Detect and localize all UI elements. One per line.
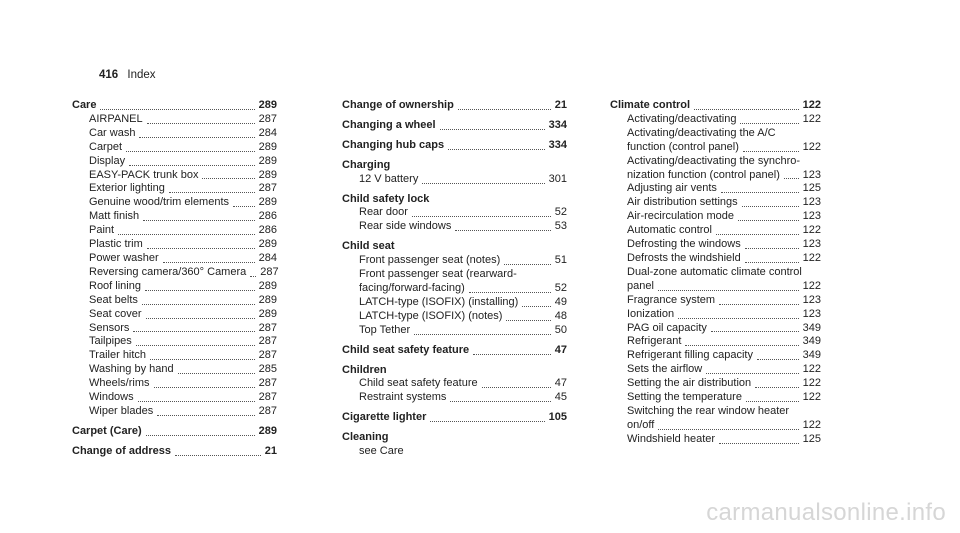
dot-leader <box>458 109 551 110</box>
index-heading: Charging <box>342 158 391 171</box>
dot-leader <box>742 206 799 207</box>
index-entry[interactable] <box>342 411 567 425</box>
page-ref[interactable]: 349 <box>802 349 821 362</box>
dot-leader <box>146 318 255 319</box>
page-ref[interactable]: 287 <box>258 404 277 417</box>
entry-label: Child seat safety feature <box>359 377 478 390</box>
page-ref[interactable]: 287 <box>258 182 277 195</box>
page-ref[interactable]: 122 <box>802 418 821 431</box>
index-continuation: Activating/deactivating the A/C <box>627 126 776 139</box>
entry-label: Fragrance system <box>627 293 716 306</box>
index-entry[interactable] <box>72 445 277 459</box>
entry-label: Exterior lighting <box>89 182 165 195</box>
index-heading: Children <box>342 363 387 376</box>
dot-leader <box>138 401 255 402</box>
page-ref[interactable]: 122 <box>802 279 821 292</box>
entry-label: Seat belts <box>89 293 138 306</box>
index-subentry[interactable] <box>610 308 821 322</box>
entry-label: Seat cover <box>89 307 142 320</box>
page-ref[interactable]: 122 <box>802 363 821 376</box>
index-subentry[interactable] <box>72 155 277 169</box>
index-subentry[interactable] <box>610 322 821 336</box>
page-ref[interactable]: 287 <box>258 391 277 404</box>
dot-leader <box>719 443 799 444</box>
entry-label: Wheels/rims <box>89 377 150 390</box>
entry-label: Carpet (Care) <box>72 424 142 437</box>
page-ref[interactable]: 123 <box>802 196 821 209</box>
page-ref[interactable]: 123 <box>802 293 821 306</box>
entry-label: Change of ownership <box>342 99 454 111</box>
dot-leader <box>757 359 799 360</box>
page-ref[interactable]: 21 <box>554 99 567 111</box>
index-subentry[interactable] <box>72 113 277 127</box>
index-continuation: Dual-zone automatic climate control <box>627 265 802 278</box>
page-ref[interactable]: 287 <box>258 335 277 348</box>
index-subentry[interactable] <box>72 377 277 391</box>
index-subentry[interactable] <box>72 210 277 224</box>
entry-label: LATCH-type (ISOFIX) (installing) <box>359 295 519 308</box>
dot-leader <box>178 373 255 374</box>
index-subentry[interactable] <box>72 266 277 280</box>
dot-leader <box>658 429 798 430</box>
page-ref[interactable]: 287 <box>260 265 279 278</box>
page-ref[interactable]: 289 <box>258 154 277 167</box>
index-subentry[interactable] <box>610 294 821 308</box>
entry-label: Matt finish <box>89 210 140 223</box>
page-ref[interactable]: 349 <box>802 321 821 334</box>
dot-leader <box>745 262 799 263</box>
index-subentry[interactable] <box>72 280 277 294</box>
index-subentry[interactable] <box>72 127 277 141</box>
page-ref[interactable]: 49 <box>554 295 567 308</box>
dot-leader <box>118 234 255 235</box>
dot-leader <box>100 109 254 110</box>
entry-label: Trailer hitch <box>89 349 147 362</box>
page-ref[interactable]: 287 <box>258 377 277 390</box>
dot-leader <box>450 401 550 402</box>
index-subentry[interactable] <box>72 196 277 210</box>
page-ref[interactable]: 289 <box>258 168 277 181</box>
entry-label: function (control panel) <box>627 140 739 153</box>
dot-leader <box>146 435 255 436</box>
entry-label: Defrosting the windows <box>627 238 741 251</box>
index-subentry[interactable] <box>72 391 277 405</box>
index-entry[interactable] <box>342 119 567 133</box>
entry-label: Activating/deactivating <box>627 112 737 125</box>
page-ref[interactable]: 289 <box>258 196 277 209</box>
dot-leader <box>169 192 255 193</box>
index-subentry[interactable] <box>342 282 567 296</box>
dot-leader <box>506 320 550 321</box>
index-subentry[interactable] <box>342 310 567 324</box>
entry-label: Car wash <box>89 126 136 139</box>
dot-leader <box>129 165 255 166</box>
dot-leader <box>414 334 551 335</box>
page-ref[interactable]: 123 <box>802 210 821 223</box>
entry-label: Refrigerant filling capacity <box>627 349 753 362</box>
page-ref[interactable]: 21 <box>264 444 277 457</box>
entry-label: Plastic trim <box>89 238 143 251</box>
dot-leader <box>139 137 254 138</box>
index-subentry[interactable] <box>610 335 821 349</box>
page-ref[interactable]: 48 <box>554 309 567 322</box>
dot-leader <box>685 345 798 346</box>
index-continuation: Switching the rear window heater <box>627 404 790 417</box>
index-column-1 <box>72 99 277 459</box>
dot-leader <box>743 151 799 152</box>
watermark: carmanualsonline.info <box>706 499 946 526</box>
dot-leader <box>150 359 255 360</box>
entry-label: PAG oil capacity <box>627 321 707 334</box>
dot-leader <box>482 387 551 388</box>
index-subentry[interactable] <box>610 433 821 447</box>
index-subentry[interactable] <box>72 141 277 155</box>
index-continuation: Front passenger seat (rearward- <box>359 268 517 281</box>
index-subentry[interactable] <box>342 220 567 234</box>
dot-leader <box>147 123 255 124</box>
index-subentry[interactable] <box>610 391 821 405</box>
index-heading: Child safety lock <box>342 192 430 205</box>
dot-leader <box>469 292 551 293</box>
dot-leader <box>694 109 799 110</box>
index-subentry[interactable] <box>72 363 277 377</box>
page-ref[interactable]: 123 <box>802 238 821 251</box>
index-subentry[interactable] <box>72 322 277 336</box>
entry-label: Carpet <box>89 140 123 153</box>
page-ref[interactable]: 289 <box>258 279 277 292</box>
dot-leader <box>784 178 799 179</box>
entry-label: Roof lining <box>89 279 141 292</box>
entry-label: Power washer <box>89 251 159 264</box>
dot-leader <box>175 455 261 456</box>
index-subentry[interactable] <box>610 363 821 377</box>
index-subentry[interactable] <box>610 113 821 127</box>
entry-label: nization function (control panel) <box>627 168 780 181</box>
index-subentry[interactable] <box>72 335 277 349</box>
page-number: 416 <box>99 69 119 81</box>
page-ref[interactable]: 122 <box>802 251 821 264</box>
dot-leader <box>143 220 255 221</box>
page-ref[interactable]: 52 <box>554 206 567 219</box>
page-ref[interactable]: 47 <box>554 343 567 356</box>
dot-leader <box>133 331 254 332</box>
dot-leader <box>157 415 254 416</box>
index-subentry[interactable] <box>610 182 821 196</box>
dot-leader <box>448 149 545 150</box>
page-ref[interactable]: 125 <box>802 432 821 445</box>
index-subentry[interactable] <box>342 324 567 338</box>
index-subentry[interactable] <box>72 169 277 183</box>
page-ref[interactable]: 123 <box>802 168 821 181</box>
dot-leader <box>154 387 255 388</box>
page-ref[interactable]: 289 <box>258 307 277 320</box>
entry-label: Setting the temperature <box>627 391 742 404</box>
index-subentry[interactable] <box>72 224 277 238</box>
page-ref[interactable]: 284 <box>258 251 277 264</box>
dot-leader <box>745 248 799 249</box>
page-ref[interactable]: 287 <box>258 112 277 125</box>
page-ref[interactable]: 334 <box>548 138 567 151</box>
entry-label: facing/forward-facing) <box>359 281 465 294</box>
index-entry[interactable] <box>610 99 821 113</box>
page-ref[interactable]: 50 <box>554 323 567 336</box>
index-subentry[interactable] <box>72 294 277 308</box>
index-subentry[interactable] <box>610 196 821 210</box>
dot-leader <box>678 318 799 319</box>
dot-leader <box>145 290 255 291</box>
index-subentry[interactable] <box>342 391 567 405</box>
index-subentry[interactable] <box>72 182 277 196</box>
index-subentry[interactable] <box>342 206 567 220</box>
index-subentry[interactable] <box>610 141 821 155</box>
entry-label: on/off <box>627 418 655 431</box>
index-subentry[interactable] <box>342 296 567 310</box>
dot-leader <box>711 331 799 332</box>
index-subentry[interactable] <box>72 405 277 419</box>
index-subentry[interactable] <box>72 252 277 266</box>
page-ref[interactable]: 289 <box>258 424 277 437</box>
dot-leader <box>719 304 799 305</box>
entry-label: Front passenger seat (notes) <box>359 254 501 267</box>
page-ref[interactable]: 286 <box>258 224 277 237</box>
index-continuation: see Care <box>359 445 404 458</box>
page-ref[interactable]: 122 <box>802 377 821 390</box>
index-column-2 <box>342 99 567 459</box>
entry-label: panel <box>627 279 654 292</box>
entry-label: Air-recirculation mode <box>627 210 734 223</box>
entry-label: EASY-PACK trunk box <box>89 168 199 181</box>
dot-leader <box>473 354 551 355</box>
entry-label: Air distribution settings <box>627 196 738 209</box>
index-entry[interactable] <box>72 425 277 439</box>
entry-label: Changing hub caps <box>342 138 445 151</box>
index-heading: Cleaning <box>342 431 389 444</box>
page-ref[interactable]: 334 <box>548 118 567 131</box>
dot-leader <box>250 276 256 277</box>
dot-leader <box>412 216 551 217</box>
dot-leader <box>746 401 799 402</box>
index-subentry[interactable] <box>610 349 821 363</box>
page-title: Index <box>127 69 156 81</box>
entry-label: AIRPANEL <box>89 112 143 125</box>
page-ref[interactable]: 301 <box>548 172 567 185</box>
dot-leader <box>147 248 255 249</box>
entry-label: Restraint systems <box>359 391 447 404</box>
page-ref[interactable]: 286 <box>258 210 277 223</box>
index-column-3 <box>610 99 821 447</box>
entry-label: Refrigerant <box>627 335 682 348</box>
index-subentry[interactable] <box>342 173 567 187</box>
index-subentry[interactable] <box>610 280 821 294</box>
page-ref[interactable]: 51 <box>554 254 567 267</box>
entry-label: Tailpipes <box>89 335 132 348</box>
entry-label: Changing a wheel <box>342 118 436 131</box>
page-ref[interactable]: 122 <box>802 112 821 125</box>
index-subentry[interactable] <box>610 377 821 391</box>
entry-label: Defrosts the windshield <box>627 251 741 264</box>
entry-label: Sensors <box>89 321 130 334</box>
dot-leader <box>202 178 254 179</box>
page-ref[interactable]: 122 <box>802 99 821 111</box>
page-ref[interactable]: 123 <box>802 307 821 320</box>
page-ref[interactable]: 284 <box>258 126 277 139</box>
page-ref[interactable]: 289 <box>258 238 277 251</box>
index-subentry[interactable] <box>72 238 277 252</box>
entry-label: Rear side windows <box>359 220 452 233</box>
entry-label: Ionization <box>627 307 675 320</box>
page-ref[interactable]: 125 <box>802 182 821 195</box>
dot-leader <box>504 264 551 265</box>
dot-leader <box>716 234 799 235</box>
entry-label: Wiper blades <box>89 404 154 417</box>
dot-leader <box>233 206 255 207</box>
dot-leader <box>522 306 550 307</box>
entry-label: Reversing camera/360° Camera <box>89 265 247 278</box>
entry-label: LATCH-type (ISOFIX) (notes) <box>359 309 503 322</box>
page-ref[interactable]: 52 <box>554 281 567 294</box>
entry-label: Washing by hand <box>89 363 174 376</box>
index-subentry[interactable] <box>72 349 277 363</box>
index-subentry[interactable] <box>610 224 821 238</box>
index-subentry[interactable] <box>72 308 277 322</box>
dot-leader <box>455 230 550 231</box>
dot-leader <box>440 129 545 130</box>
page-ref[interactable]: 105 <box>548 411 567 424</box>
dot-leader <box>136 345 255 346</box>
page-ref[interactable]: 122 <box>802 224 821 237</box>
page-ref[interactable]: 289 <box>258 99 277 111</box>
dot-leader <box>706 373 798 374</box>
dot-leader <box>721 192 799 193</box>
index-continuation: Activating/deactivating the synchro- <box>627 154 801 167</box>
entry-label: 12 V battery <box>359 172 419 185</box>
entry-label: Windows <box>89 391 134 404</box>
page-ref[interactable]: 45 <box>554 391 567 404</box>
entry-label: Child seat safety feature <box>342 343 470 356</box>
index-entry[interactable] <box>342 99 567 113</box>
entry-label: Windshield heater <box>627 432 716 445</box>
dot-leader <box>126 151 255 152</box>
dot-leader <box>740 123 798 124</box>
page-ref[interactable]: 285 <box>258 363 277 376</box>
entry-label: Paint <box>89 224 115 237</box>
index-entry[interactable] <box>342 344 567 358</box>
dot-leader <box>163 262 255 263</box>
entry-label: Sets the airflow <box>627 363 703 376</box>
entry-label: Climate control <box>610 99 691 111</box>
page-ref[interactable]: 53 <box>554 220 567 233</box>
dot-leader <box>422 183 544 184</box>
page-ref[interactable]: 287 <box>258 321 277 334</box>
index-entry[interactable] <box>72 99 277 113</box>
entry-label: Care <box>72 99 97 111</box>
page-ref[interactable]: 47 <box>554 377 567 390</box>
index-subentry[interactable] <box>342 254 567 268</box>
index-subentry[interactable] <box>610 210 821 224</box>
entry-label: Change of address <box>72 444 172 457</box>
page-ref[interactable]: 122 <box>802 140 821 153</box>
entry-label: Rear door <box>359 206 408 219</box>
entry-label: Display <box>89 154 126 167</box>
entry-label: Automatic control <box>627 224 712 237</box>
entry-label: Setting the air distribution <box>627 377 752 390</box>
entry-label: Cigarette lighter <box>342 411 427 424</box>
dot-leader <box>738 220 799 221</box>
index-subentry[interactable] <box>610 419 821 433</box>
index-heading: Child seat <box>342 240 395 253</box>
page-ref[interactable]: 289 <box>258 293 277 306</box>
dot-leader <box>142 304 255 305</box>
dot-leader <box>658 290 799 291</box>
page-ref[interactable]: 349 <box>802 335 821 348</box>
index-entry[interactable] <box>342 139 567 153</box>
page-header <box>99 69 156 81</box>
dot-leader <box>755 387 799 388</box>
page-ref[interactable]: 287 <box>258 349 277 362</box>
entry-label: Adjusting air vents <box>627 182 717 195</box>
entry-label: Genuine wood/trim elements <box>89 196 230 209</box>
index-subentry[interactable] <box>610 169 821 183</box>
index-subentry[interactable] <box>610 252 821 266</box>
page-ref[interactable]: 289 <box>258 140 277 153</box>
dot-leader <box>430 421 544 422</box>
entry-label: Top Tether <box>359 323 411 336</box>
page-ref[interactable]: 122 <box>802 391 821 404</box>
index-subentry[interactable] <box>342 377 567 391</box>
index-subentry[interactable] <box>610 238 821 252</box>
